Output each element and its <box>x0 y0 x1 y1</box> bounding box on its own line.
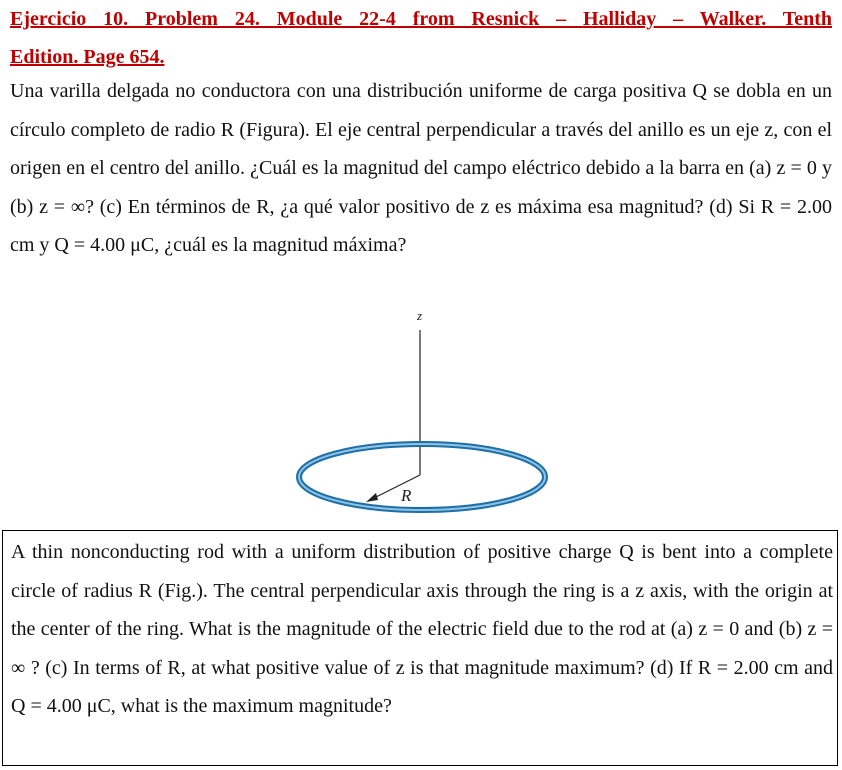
problem-statement-spanish: Una varilla delgada no conductora con una distribución uniforme de carga positiva Q se dobla en un círculo completo de radio R (Figura). El eje central perpendicular a través del anillo es un eje z, con el origen en el centro del anillo. ¿Cuál es la magnitud del campo eléctrico debido a la barra en (a) z = 0 y (b) z = ∞? (c) En términos de R, ¿a qué valor positivo de z es máxima esa magnitud? (d) Si R = 2.00 cm y Q = 4.00 μC, ¿cuál es la magnitud máxima? <box>10 80 832 256</box>
ring-figure <box>290 300 560 530</box>
ring-diagram <box>290 300 560 530</box>
radius-arrowhead <box>366 493 378 502</box>
ring-highlight <box>299 444 545 510</box>
exercise-title <box>10 0 832 76</box>
problem-statement-english: A thin nonconducting rod with a uniform distribution of positive charge Q is bent into a complete circle of radius R (Fig.). The central perpendicular axis through the ring is a z axis, with the origin at the center of the ring. What is the magnitude of the electric field due to the rod at (a) z = 0 and (b) z = ∞ ? (c) In terms of R, at what positive value of z is that magnitude maximum? (d) If R = 2.00 cm and Q = 4.00 μC, what is the maximum magnitude? <box>11 541 833 717</box>
title-line-1: Ejercicio 10. Problem 24. Module 22-4 from Resnick – Halliday – Walker. Tenth <box>10 8 832 30</box>
english-problem-box <box>2 530 838 766</box>
title-line-2: Edition. Page 654. <box>10 46 165 68</box>
radius-line <box>372 475 420 499</box>
z-axis-label: z <box>417 308 423 323</box>
radius-label: R <box>401 486 412 505</box>
